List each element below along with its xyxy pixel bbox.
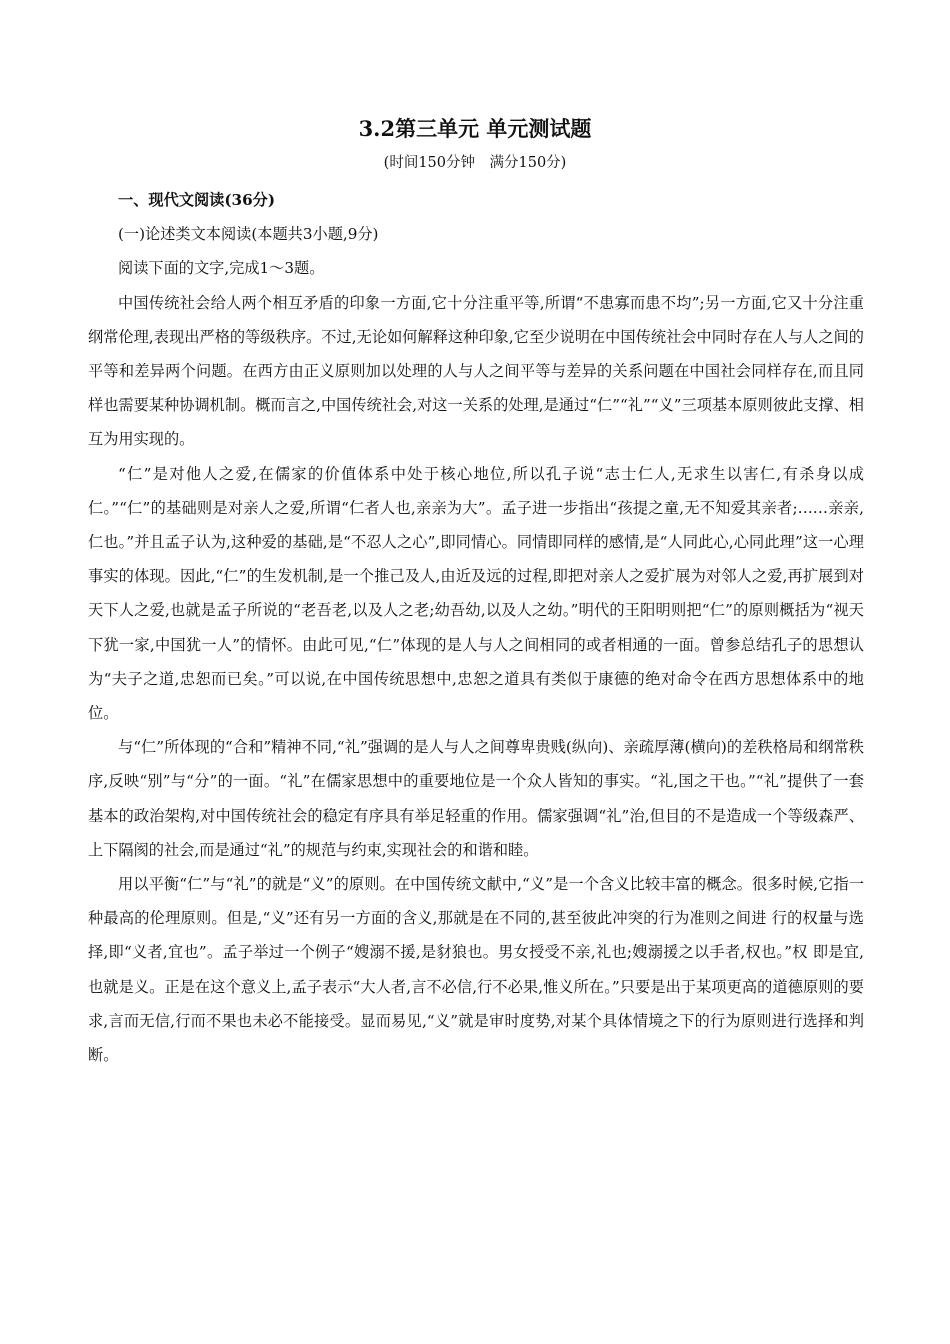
exam-time-score: (时间150分钟 满分150分) (383, 155, 567, 171)
subsection-heading: (一)论述类文本阅读(本题共3小题,9分) (118, 225, 379, 244)
document-body (88, 183, 864, 1072)
paragraph: 用以平衡“仁”与“礼”的就是“义”的原则。在中国传统文献中,“义”是一个含义比较丰富的概念。很多时候,它指一种最高的伦理原则。但是,“义”还有另一方面的含义,那就是在不同的,甚至彼此冲突的行为准则之间进 行的权量与选择,即“义者,宜也”。孟子举过一个例子“嫂溺不援,是豺狼也。男女授受不亲,礼也;嫂溺援之以手者,权也。”权 即是宜,也就是义。正是在这个意义上,孟子表示“大人者,言不必信,行不必果,惟义所在。”只要是出于某项更高的道德原则的要求,言而无信,行而不果也未必不能接受。显而易见,“义”就是审时度势,对某个具体情境之下的行为原则进行选择和判断。 (88, 875, 864, 1065)
paragraph: 与“仁”所体现的“合和”精神不同,“礼”强调的是人与人之间尊卑贵贱(纵向)、亲疏厚薄(横向)的差秩格局和纲常秩序,反映“别”与“分”的一面。“礼”在儒家思想中的重要地位是一个众人皆知的事实。“礼,国之干也。”“礼”提供了一套基本的政治架构,对中国传统社会的稳定有序具有举足轻重的作用。儒家强调“礼”治,但目的不是造成一个等级森严、上下隔阂的社会,而是通过“礼”的规范与约束,实现社会的和谐和睦。 (88, 738, 864, 859)
reading-instruction: 阅读下面的文字,完成1～3题。 (118, 259, 325, 278)
section-heading: 一、现代文阅读(36分) (118, 191, 276, 209)
paragraph: “仁”是对他人之爱,在儒家的价值体系中处于核心地位,所以孔子说“志士仁人,无求生以害仁,有杀身以成仁。”“仁”的基础则是对亲人之爱,所谓“仁者人也,亲亲为大”。孟子进一步指出“孩提之童,无不知爱其亲者;……亲亲,仁也。”并且孟子认为,这种爱的基础,是“不忍人之心”,即同情心。同情即同样的感情,是“人同此心,心同此理”这一心理事实的体现。因此,“仁”的生发机制,是一个推己及人,由近及远的过程,即把对亲人之爱扩展为对邻人之爱,再扩展到对天下人之爱,也就是孟子所说的“老吾老,以及人之老;幼吾幼,以及人之幼。”明代的王阳明则把“仁”的原则概括为“视天下犹一家,中国犹一人”的情怀。由此可见,“仁”体现的是人与人之间相同的或者相通的一面。曾参总结孔子的思想认为“夫子之道,忠恕而已矣。”可以说,在中国传统思想中,忠恕之道具有类似于康德的绝对命令在西方思想体系中的地位。 (88, 464, 864, 723)
paragraph: 中国传统社会给人两个相互矛盾的印象一方面,它十分注重平等,所谓“不患寡而患不均”;另一方面,它又十分注重纲常伦理,表现出严格的等级秩序。不过,无论如何解释这种印象,它至少说明在中国传统社会中同时存在人与人之间的平等和差异两个问题。在西方由正义原则加以处理的人与人之间平等与差异的关系问题在中国社会同样存在,而且同样也需要某种协调机制。概而言之,中国传统社会,对这一关系的处理,是通过“仁”“礼”“义”三项基本原则彼此支撑、相互为用实现的。 (88, 293, 864, 449)
page-title: 3.2第三单元 单元测试题 (358, 116, 592, 141)
